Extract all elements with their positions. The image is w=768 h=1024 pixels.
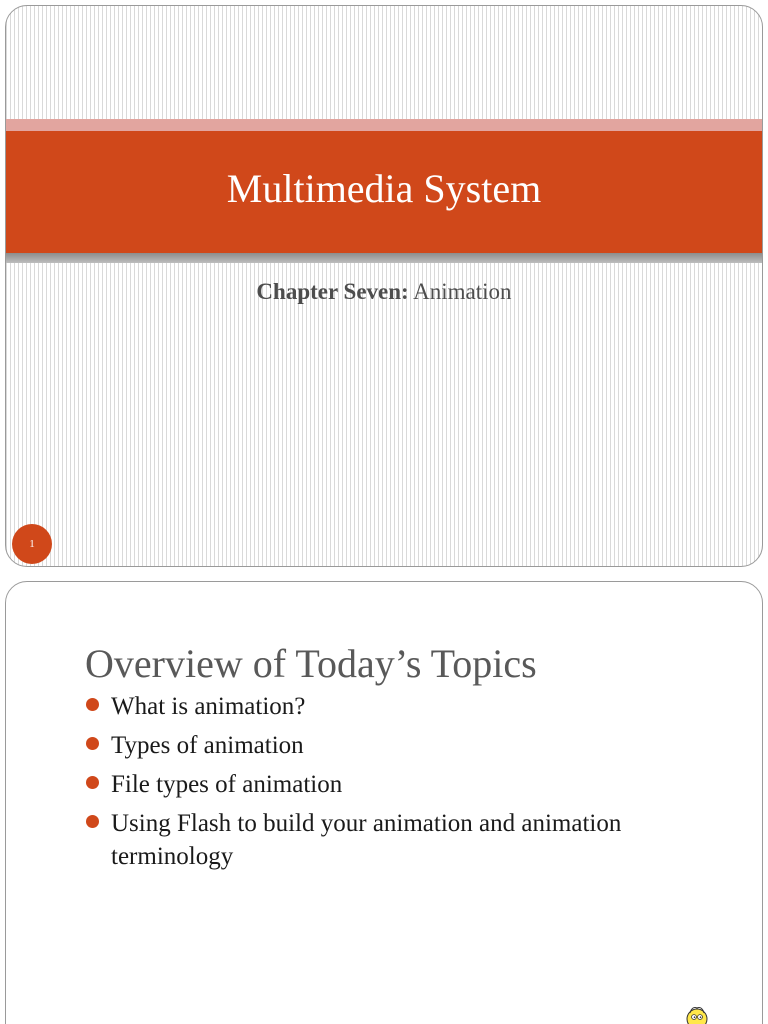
title-banner — [6, 131, 762, 253]
slide-number-badge — [12, 524, 52, 564]
list-item — [86, 690, 706, 723]
slide-number: 1 — [29, 538, 35, 550]
bullet-dot-icon — [86, 737, 99, 750]
list-item — [86, 807, 706, 873]
bullet-dot-icon — [86, 776, 99, 789]
list-item-text: What is animation? — [111, 693, 306, 720]
list-item-text: Types of animation — [111, 732, 304, 759]
list-item — [86, 729, 706, 762]
topic-list — [86, 690, 706, 879]
slide-subtitle — [6, 279, 762, 305]
slide-title: Multimedia System — [226, 165, 542, 211]
bullet-dot-icon — [86, 698, 99, 711]
subtitle-topic: Animation — [408, 279, 512, 304]
subtitle-chapter: Chapter Seven: — [256, 279, 409, 304]
banner-bottom-shadow — [6, 253, 762, 263]
slide-1 — [5, 5, 763, 567]
slide-2 — [5, 581, 763, 1024]
list-item-text: Using Flash to build your animation and animation terminology — [111, 810, 622, 870]
bullet-dot-icon — [86, 815, 99, 828]
banner-top-accent — [6, 119, 762, 131]
list-item-text: File types of animation — [111, 771, 343, 798]
slide-heading: Overview of Today’s Topics — [85, 641, 537, 686]
cartoon-character-icon — [684, 1003, 710, 1024]
list-item — [86, 768, 706, 801]
